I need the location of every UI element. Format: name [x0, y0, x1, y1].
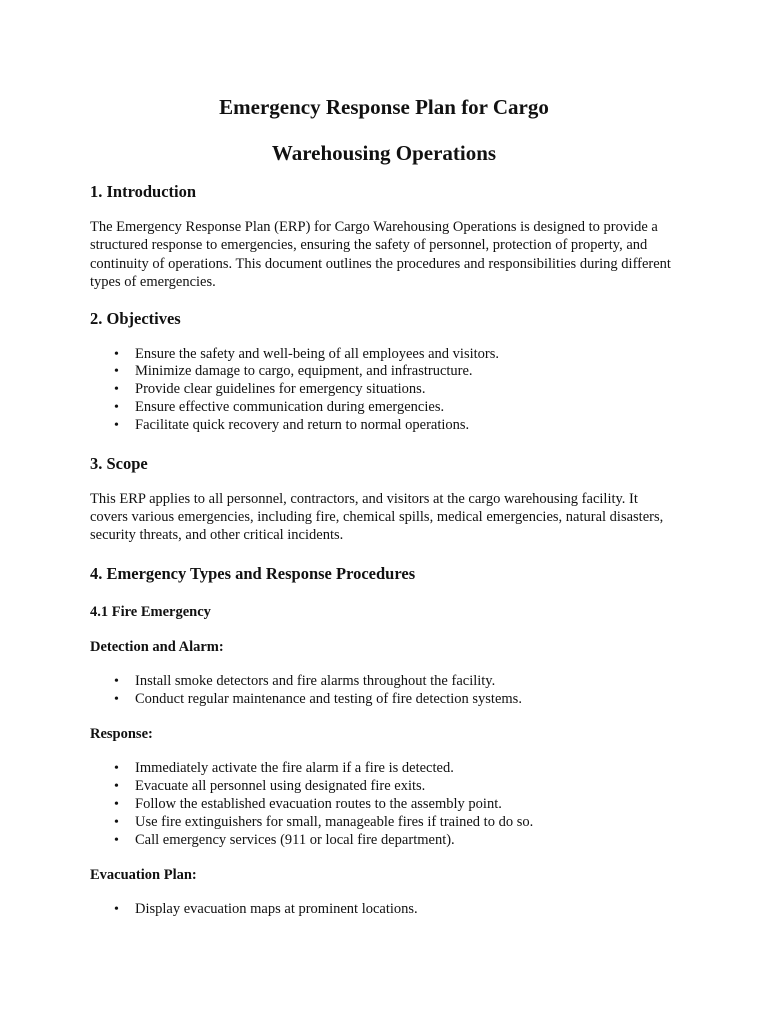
evacuation-plan-list [90, 901, 678, 919]
list-item: • Facilitate quick recovery and return to normal operations. [135, 417, 678, 435]
emergency-types-heading: 4. Emergency Types and Response Procedures [90, 563, 416, 583]
list-item: • Ensure effective communication during emergencies. [135, 399, 678, 417]
list-item: • Evacuate all personnel using designated fire exits. [135, 778, 678, 796]
list-item: • Install smoke detectors and fire alarms throughout the facility. [135, 673, 678, 691]
list-item: • Ensure the safety and well-being of all employees and visitors. [135, 346, 678, 364]
list-item: • Minimize damage to cargo, equipment, and infrastructure. [135, 363, 678, 381]
list-item: • Use fire extinguishers for small, manageable fires if trained to do so. [135, 814, 678, 832]
list-item: • Conduct regular maintenance and testing of fire detection systems. [135, 691, 678, 709]
list-item: • Display evacuation maps at prominent locations. [135, 901, 678, 919]
list-item: • Follow the established evacuation routes to the assembly point. [135, 796, 678, 814]
list-item: • Call emergency services (911 or local fire department). [135, 832, 678, 850]
scope-paragraph: This ERP applies to all personnel, contractors, and visitors at the cargo warehousing facility. It covers various emergencies, including fire, chemical spills, medical emergencies, natural disasters, security threats, and other critical incidents. [90, 490, 664, 544]
response-list [90, 760, 678, 849]
introduction-heading: 1. Introduction [90, 182, 197, 201]
objectives-heading: 2. Objectives [90, 308, 181, 328]
introduction-paragraph: The Emergency Response Plan (ERP) for Cargo Warehousing Operations is designed to provide a structured response to emergencies, ensuring the safety of personnel, protection of property, and continuity of operations. This document outlines the procedures and responsibilities during different types of emergencies. [90, 219, 671, 291]
scope-heading: 3. Scope [90, 453, 148, 473]
document-title-line-2: Warehousing Operations [271, 141, 497, 165]
detection-alarm-list [90, 673, 678, 709]
fire-emergency-heading: 4.1 Fire Emergency [90, 603, 211, 620]
objectives-list [90, 346, 678, 435]
detection-alarm-label: Detection and Alarm: [90, 638, 224, 655]
list-item: • Provide clear guidelines for emergency situations. [135, 381, 678, 399]
evacuation-plan-label: Evacuation Plan: [90, 867, 197, 884]
response-label: Response: [90, 726, 153, 743]
list-item: • Immediately activate the fire alarm if a fire is detected. [135, 760, 678, 778]
document-title-line-1: Emergency Response Plan for Cargo [219, 95, 549, 119]
